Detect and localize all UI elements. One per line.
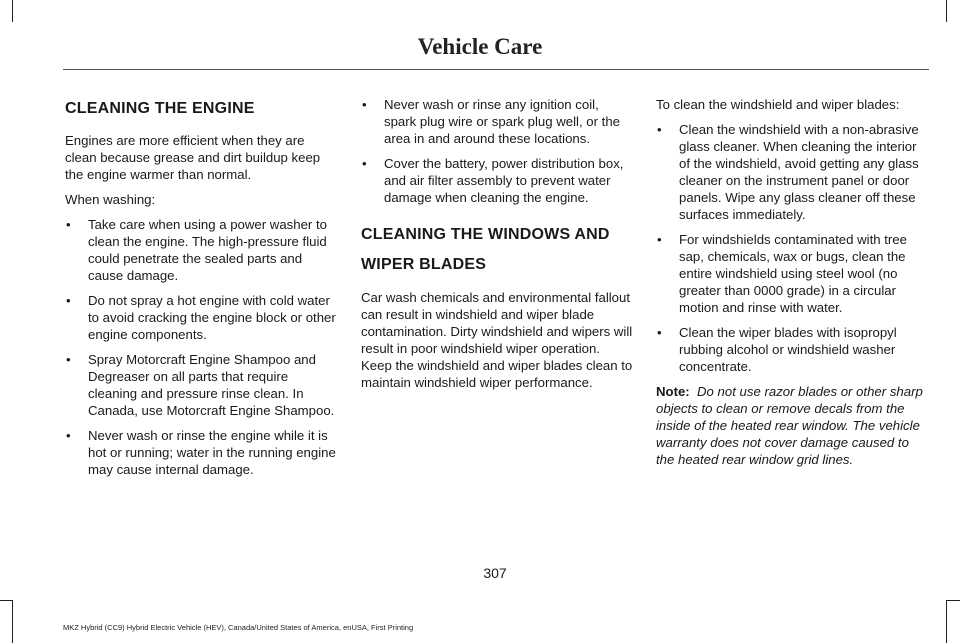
windshield-lead: To clean the windshield and wiper blades: xyxy=(656,97,900,112)
section-heading-engine: CLEANING THE ENGINE xyxy=(65,100,255,117)
list-item: • Spray Motorcraft Engine Shampoo and Degreaser on all parts that require cleaning and pressure rinse clean. In Canada, use Motorcraft Engine Shampoo. xyxy=(65,351,337,419)
header-divider xyxy=(63,69,929,70)
crop-mark-bottom-left-h xyxy=(0,600,13,601)
list-item: • Clean the windshield with a non-abrasive glass cleaner. When cleaning the interior of the windshield, avoid getting any glass cleaner on the instrument panel or door panels. Wipe any glass cleaner off these surfaces immediately. xyxy=(656,121,928,223)
note-text: Do not use razor blades or other sharp objects to clean or remove decals from the inside of the heated rear window. The vehicle warranty does not cover damage caused to the heated rear window grid lines. xyxy=(656,384,923,467)
note-label: Note: xyxy=(656,384,690,399)
list-item: • Never wash or rinse the engine while it is hot or running; water in the running engine may cause internal damage. xyxy=(65,427,337,478)
crop-mark-top-right-v xyxy=(946,0,947,22)
page-header-title: Vehicle Care xyxy=(417,34,543,59)
note-paragraph xyxy=(656,383,928,468)
list-item: • Never wash or rinse any ignition coil, spark plug wire or spark plug well, or the area in and around these locations. xyxy=(361,96,633,147)
page-number: 307 xyxy=(483,565,507,581)
crop-mark-bottom-right-h xyxy=(946,600,960,601)
windshield-bullet-list xyxy=(656,121,928,375)
footer-text: MKZ Hybrid (CC9) Hybrid Electric Vehicle (HEV), Canada/United States of America, enUSA, First Printing xyxy=(63,623,414,632)
crop-mark-bottom-left-v xyxy=(12,600,13,643)
engine-intro: Engines are more efficient when they are clean because grease and dirt buildup keep the engine warmer than normal. xyxy=(65,133,321,182)
list-item: • Clean the wiper blades with isopropyl rubbing alcohol or windshield washer concentrate. xyxy=(656,324,928,375)
engine-bullet-list xyxy=(65,216,337,478)
section-heading-windows: CLEANING THE WINDOWS AND xyxy=(361,226,610,243)
windows-paragraph: Car wash chemicals and environmental fallout can result in windshield and wiper blade contamination. Dirty windshield and wipers will result in poor windshield wiper operation. Keep the windshield and wiper blades clean to maintain windshield wiper performance. xyxy=(361,290,633,390)
column-1 xyxy=(65,96,337,486)
list-item: • Do not spray a hot engine with cold water to avoid cracking the engine block or other engine components. xyxy=(65,292,337,343)
column-3 xyxy=(656,96,928,476)
list-item: • Cover the battery, power distribution box, and air filter assembly to prevent water damage when cleaning the engine. xyxy=(361,155,633,206)
engine-bullet-list-cont xyxy=(361,96,633,206)
engine-lead: When washing: xyxy=(65,192,156,207)
column-2 xyxy=(361,96,633,399)
crop-mark-bottom-right-v xyxy=(946,600,947,643)
list-item: • Take care when using a power washer to clean the engine. The high-pressure fluid could penetrate the sealed parts and cause damage. xyxy=(65,216,337,284)
list-item: • For windshields contaminated with tree sap, chemicals, wax or bugs, clean the entire windshield using steel wool (no greater than 0000 grade) in a circular motion and rinse with water. xyxy=(656,231,928,316)
section-heading-wipers: WIPER BLADES xyxy=(361,256,487,273)
crop-mark-top-left-v xyxy=(12,0,13,22)
